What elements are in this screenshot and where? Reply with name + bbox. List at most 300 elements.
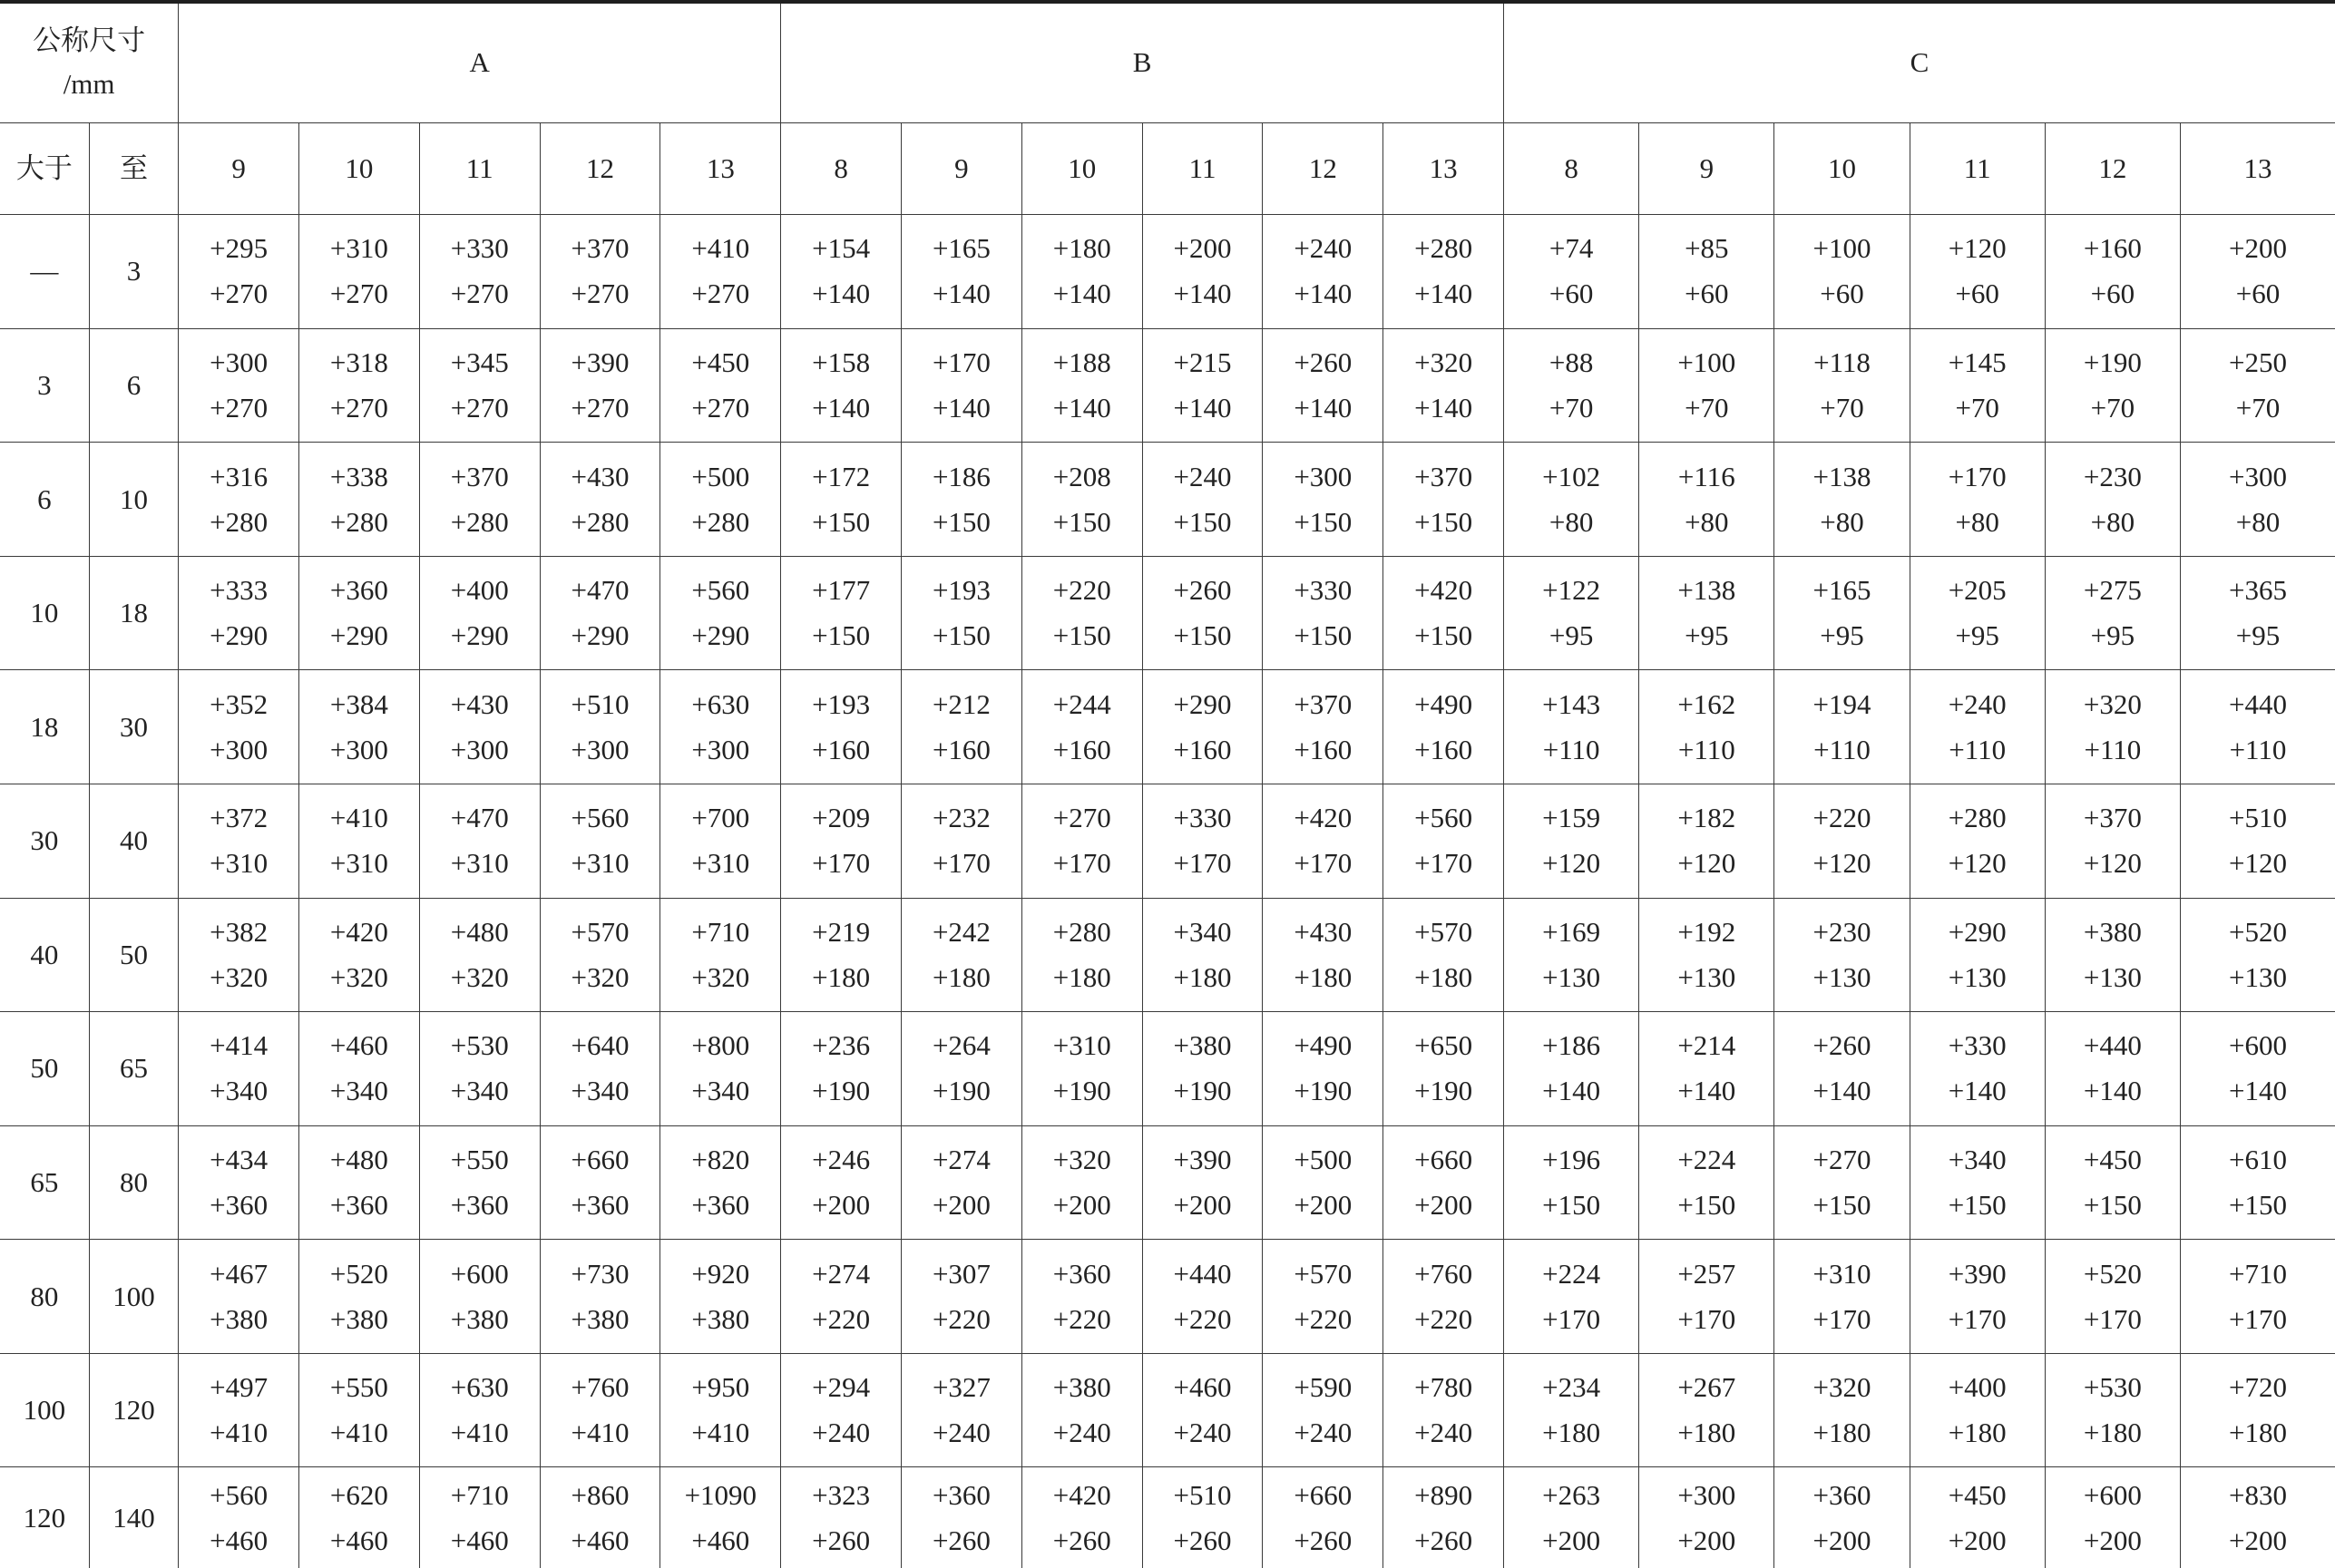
deviation-cell [1639, 215, 1774, 329]
upper-deviation: +430 [1294, 915, 1353, 948]
deviation-cell [1021, 898, 1142, 1012]
lower-deviation: +120 [1542, 847, 1601, 880]
upper-deviation: +370 [571, 232, 630, 265]
size-from-cell: 50 [0, 1012, 89, 1126]
upper-deviation: +193 [932, 574, 991, 607]
upper-deviation: +240 [1173, 460, 1232, 492]
table-row [0, 443, 2335, 557]
upper-deviation: +400 [450, 574, 509, 607]
lower-deviation: +270 [329, 391, 388, 424]
upper-deviation: +610 [2229, 1143, 2287, 1175]
deviation-cell [2180, 328, 2335, 443]
upper-deviation: +530 [450, 1029, 509, 1062]
deviation-cell [1142, 898, 1263, 1012]
upper-deviation: +212 [932, 687, 991, 720]
deviation-cell [1263, 443, 1383, 557]
deviation-cell [2180, 1012, 2335, 1126]
upper-deviation: +232 [932, 802, 991, 834]
lower-deviation: +160 [1173, 733, 1232, 765]
lower-deviation: +120 [2229, 847, 2287, 880]
lower-deviation: +280 [571, 505, 630, 538]
lower-deviation: +200 [1677, 1524, 1736, 1556]
deviation-cell [1021, 1467, 1142, 1568]
lower-deviation: +240 [1173, 1417, 1232, 1449]
deviation-cell [781, 328, 902, 443]
deviation-cell [1021, 1125, 1142, 1240]
deviation-cell [1639, 898, 1774, 1012]
deviation-cell [660, 784, 781, 898]
lower-deviation: +320 [210, 960, 269, 993]
upper-deviation: +310 [1812, 1257, 1871, 1290]
deviation-cell [1910, 1012, 2045, 1126]
lower-deviation: +140 [1542, 1075, 1601, 1107]
lower-deviation: +310 [210, 847, 269, 880]
deviation-cell [540, 1012, 660, 1126]
lower-deviation: +140 [1052, 391, 1111, 424]
lower-deviation: +410 [450, 1417, 509, 1449]
lower-deviation: +140 [1414, 391, 1473, 424]
lower-deviation: +290 [571, 619, 630, 652]
upper-deviation: +224 [1677, 1143, 1736, 1175]
lower-deviation: +180 [1812, 1417, 1871, 1449]
lower-deviation: +260 [1173, 1524, 1232, 1556]
size-to-cell: 3 [89, 215, 178, 329]
size-to-cell: 120 [89, 1353, 178, 1467]
size-from-cell: 80 [0, 1240, 89, 1354]
deviation-cell [1910, 215, 2045, 329]
upper-deviation: +820 [691, 1143, 750, 1175]
upper-deviation: +440 [2229, 687, 2287, 720]
lower-deviation: +95 [1549, 619, 1594, 652]
deviation-cell [1639, 784, 1774, 898]
lower-deviation: +260 [1294, 1524, 1353, 1556]
deviation-cell [419, 784, 540, 898]
upper-deviation: +467 [210, 1257, 269, 1290]
lower-deviation: +140 [932, 278, 991, 310]
deviation-cell [419, 328, 540, 443]
lower-deviation: +310 [329, 847, 388, 880]
upper-deviation: +560 [210, 1478, 269, 1511]
lower-deviation: +180 [812, 960, 871, 993]
deviation-cell [902, 1012, 1022, 1126]
deviation-cell [1774, 443, 1910, 557]
upper-deviation: +710 [691, 915, 750, 948]
deviation-cell [299, 556, 420, 670]
upper-deviation: +710 [450, 1478, 509, 1511]
size-to-cell: 80 [89, 1125, 178, 1240]
lower-deviation: +190 [812, 1075, 871, 1107]
lower-deviation: +300 [329, 733, 388, 765]
upper-deviation: +620 [329, 1478, 388, 1511]
deviation-cell [179, 784, 299, 898]
upper-deviation: +88 [1549, 346, 1594, 378]
size-from-cell: 10 [0, 556, 89, 670]
lower-deviation: +170 [932, 847, 991, 880]
upper-deviation: +470 [450, 802, 509, 834]
deviation-cell [1504, 1467, 1639, 1568]
lower-deviation: +260 [1052, 1524, 1111, 1556]
upper-deviation: +169 [1542, 915, 1601, 948]
lower-deviation: +110 [1677, 733, 1735, 765]
deviation-cell [1504, 443, 1639, 557]
lower-deviation: +280 [450, 505, 509, 538]
lower-deviation: +360 [210, 1188, 269, 1221]
lower-deviation: +80 [2090, 505, 2135, 538]
nominal-size-unit: /mm [63, 68, 115, 101]
upper-deviation: +530 [2083, 1371, 2142, 1404]
deviation-cell [2180, 1125, 2335, 1240]
grade-header: 11 [1142, 122, 1263, 214]
deviation-cell [781, 1125, 902, 1240]
deviation-cell [419, 1240, 540, 1354]
upper-deviation: +550 [450, 1143, 509, 1175]
lower-deviation: +150 [1677, 1188, 1736, 1221]
upper-deviation: +1090 [684, 1478, 757, 1511]
lower-deviation: +150 [1173, 619, 1232, 652]
size-from-cell: 6 [0, 443, 89, 557]
upper-deviation: +263 [1542, 1478, 1601, 1511]
lower-deviation: +95 [1955, 619, 1999, 652]
upper-deviation: +440 [1173, 1257, 1232, 1290]
lower-deviation: +360 [450, 1188, 509, 1221]
lower-deviation: +220 [1052, 1302, 1111, 1335]
lower-deviation: +140 [1294, 278, 1353, 310]
deviation-cell [1142, 215, 1263, 329]
lower-deviation: +150 [812, 619, 871, 652]
deviation-cell [179, 556, 299, 670]
lower-deviation: +200 [1812, 1524, 1871, 1556]
lower-deviation: +190 [932, 1075, 991, 1107]
lower-deviation: +360 [571, 1188, 630, 1221]
upper-deviation: +600 [450, 1257, 509, 1290]
upper-deviation: +338 [329, 460, 388, 492]
lower-deviation: +70 [1549, 391, 1594, 424]
upper-deviation: +143 [1542, 687, 1601, 720]
lower-deviation: +270 [450, 278, 509, 310]
deviation-cell [1639, 1125, 1774, 1240]
deviation-cell [902, 784, 1022, 898]
upper-deviation: +460 [329, 1029, 388, 1062]
lower-deviation: +340 [450, 1075, 509, 1107]
deviation-cell [419, 556, 540, 670]
upper-deviation: +590 [1294, 1371, 1353, 1404]
deviation-cell [1142, 784, 1263, 898]
upper-deviation: +390 [571, 346, 630, 378]
upper-deviation: +122 [1542, 574, 1601, 607]
upper-deviation: +214 [1677, 1029, 1736, 1062]
deviation-cell [1142, 328, 1263, 443]
size-to-cell: 30 [89, 670, 178, 784]
deviation-cell [179, 215, 299, 329]
upper-deviation: +190 [2083, 346, 2142, 378]
lower-deviation: +140 [1677, 1075, 1736, 1107]
deviation-cell [1142, 1012, 1263, 1126]
lower-deviation: +80 [1549, 505, 1594, 538]
nominal-size-title: 公称尺寸 [33, 24, 146, 57]
lower-deviation: +130 [1677, 960, 1736, 993]
lower-deviation: +380 [210, 1302, 269, 1335]
deviation-cell [2180, 215, 2335, 329]
upper-deviation: +510 [571, 687, 630, 720]
lower-deviation: +70 [1955, 391, 1999, 424]
grade-header: 13 [1383, 122, 1504, 214]
upper-deviation: +340 [1948, 1143, 2007, 1175]
grade-header: 10 [1774, 122, 1910, 214]
upper-deviation: +520 [2083, 1257, 2142, 1290]
lower-deviation: +200 [1542, 1524, 1601, 1556]
deviation-cell [540, 784, 660, 898]
deviation-cell [299, 898, 420, 1012]
upper-deviation: +310 [329, 232, 388, 265]
deviation-cell [1263, 328, 1383, 443]
deviation-cell [540, 215, 660, 329]
lower-deviation: +170 [1414, 847, 1473, 880]
deviation-cell [902, 443, 1022, 557]
lower-deviation: +360 [329, 1188, 388, 1221]
lower-deviation: +280 [210, 505, 269, 538]
deviation-cell [179, 1240, 299, 1354]
deviation-cell [2045, 1125, 2180, 1240]
lower-deviation: +180 [1052, 960, 1111, 993]
upper-deviation: +760 [571, 1371, 630, 1404]
lower-deviation: +170 [1052, 847, 1111, 880]
deviation-cell [902, 1125, 1022, 1240]
upper-deviation: +340 [1173, 915, 1232, 948]
upper-deviation: +230 [1812, 915, 1871, 948]
deviation-cell [1910, 898, 2045, 1012]
deviation-cell [660, 898, 781, 1012]
table-row [0, 1012, 2335, 1126]
deviation-cell [1263, 556, 1383, 670]
lower-deviation: +120 [1948, 847, 2007, 880]
table-row [0, 1125, 2335, 1240]
upper-deviation: +180 [1052, 232, 1111, 265]
lower-deviation: +150 [1052, 505, 1111, 538]
deviation-cell [660, 328, 781, 443]
upper-deviation: +330 [1294, 574, 1353, 607]
upper-deviation: +220 [1812, 802, 1871, 834]
deviation-cell [1142, 1125, 1263, 1240]
deviation-cell [299, 1467, 420, 1568]
lower-deviation: +200 [1173, 1188, 1232, 1221]
deviation-cell [179, 328, 299, 443]
upper-deviation: +290 [1948, 915, 2007, 948]
upper-deviation: +219 [812, 915, 871, 948]
deviation-cell [902, 1353, 1022, 1467]
upper-deviation: +170 [1948, 460, 2007, 492]
deviation-cell [1021, 556, 1142, 670]
lower-deviation: +260 [812, 1524, 871, 1556]
deviation-cell [1639, 1353, 1774, 1467]
lower-deviation: +460 [571, 1524, 630, 1556]
upper-deviation: +470 [571, 574, 630, 607]
lower-deviation: +140 [812, 391, 871, 424]
deviation-cell [1910, 443, 2045, 557]
lower-deviation: +270 [450, 391, 509, 424]
upper-deviation: +316 [210, 460, 269, 492]
lower-deviation: +380 [571, 1302, 630, 1335]
deviation-cell [660, 1467, 781, 1568]
deviation-cell [1263, 1353, 1383, 1467]
upper-deviation: +420 [329, 915, 388, 948]
lower-deviation: +200 [2229, 1524, 2287, 1556]
deviation-cell [1774, 215, 1910, 329]
lower-deviation: +340 [691, 1075, 750, 1107]
lower-deviation: +140 [1173, 391, 1232, 424]
lower-deviation: +380 [691, 1302, 750, 1335]
deviation-cell [1504, 1012, 1639, 1126]
upper-deviation: +300 [210, 346, 269, 378]
lower-deviation: +290 [210, 619, 269, 652]
lower-deviation: +280 [329, 505, 388, 538]
upper-deviation: +384 [329, 687, 388, 720]
upper-deviation: +205 [1948, 574, 2007, 607]
upper-deviation: +370 [2083, 802, 2142, 834]
deviation-cell [299, 784, 420, 898]
lower-deviation: +150 [1414, 505, 1473, 538]
lower-deviation: +320 [571, 960, 630, 993]
deviation-cell [1910, 1240, 2045, 1354]
deviation-cell [179, 1125, 299, 1240]
lower-deviation: +190 [1414, 1075, 1473, 1107]
lower-deviation: +460 [329, 1524, 388, 1556]
lower-deviation: +120 [1812, 847, 1871, 880]
upper-deviation: +365 [2229, 574, 2287, 607]
lower-deviation: +460 [691, 1524, 750, 1556]
lower-deviation: +320 [691, 960, 750, 993]
upper-deviation: +380 [1173, 1029, 1232, 1062]
lower-deviation: +150 [1173, 505, 1232, 538]
lower-deviation: +110 [1542, 733, 1600, 765]
lower-deviation: +60 [2235, 278, 2281, 310]
lower-deviation: +130 [2229, 960, 2287, 993]
upper-deviation: +270 [1812, 1143, 1871, 1175]
deviation-cell [660, 1240, 781, 1354]
lower-deviation: +200 [932, 1188, 991, 1221]
deviation-cell [1263, 898, 1383, 1012]
upper-deviation: +560 [571, 802, 630, 834]
lower-deviation: +180 [1173, 960, 1232, 993]
upper-deviation: +920 [691, 1257, 750, 1290]
upper-deviation: +550 [329, 1371, 388, 1404]
upper-deviation: +209 [812, 802, 871, 834]
upper-deviation: +192 [1677, 915, 1736, 948]
deviation-cell [781, 556, 902, 670]
upper-deviation: +290 [1173, 687, 1232, 720]
lower-deviation: +60 [1685, 278, 1729, 310]
deviation-cell [1021, 784, 1142, 898]
upper-deviation: +630 [450, 1371, 509, 1404]
size-from-cell: 120 [0, 1467, 89, 1568]
table-row [0, 1240, 2335, 1354]
upper-deviation: +720 [2229, 1371, 2287, 1404]
upper-deviation: +260 [1812, 1029, 1871, 1062]
upper-deviation: +208 [1052, 460, 1111, 492]
deviation-cell [2045, 1012, 2180, 1126]
upper-deviation: +274 [812, 1257, 871, 1290]
upper-deviation: +410 [329, 802, 388, 834]
upper-deviation: +194 [1812, 687, 1871, 720]
upper-deviation: +267 [1677, 1371, 1736, 1404]
deviation-cell [179, 1012, 299, 1126]
upper-deviation: +74 [1549, 232, 1594, 265]
deviation-cell [1142, 443, 1263, 557]
lower-deviation: +170 [2083, 1302, 2142, 1335]
size-from-cell: 18 [0, 670, 89, 784]
deviation-cell [299, 670, 420, 784]
lower-deviation: +80 [1955, 505, 1999, 538]
deviation-cell [2180, 784, 2335, 898]
lower-deviation: +360 [691, 1188, 750, 1221]
upper-deviation: +497 [210, 1371, 269, 1404]
upper-deviation: +280 [1414, 232, 1473, 265]
upper-deviation: +330 [450, 232, 509, 265]
deviation-cell [2180, 556, 2335, 670]
lower-deviation: +180 [1542, 1417, 1601, 1449]
deviation-cell [1263, 1240, 1383, 1354]
deviation-cell [1021, 1240, 1142, 1354]
lower-deviation: +170 [1812, 1302, 1871, 1335]
lower-deviation: +110 [1949, 733, 2007, 765]
upper-deviation: +102 [1542, 460, 1601, 492]
deviation-cell [299, 1353, 420, 1467]
deviation-cell [902, 670, 1022, 784]
deviation-cell [1021, 1353, 1142, 1467]
upper-deviation: +520 [2229, 915, 2287, 948]
deviation-cell [2045, 1467, 2180, 1568]
deviation-cell [1639, 443, 1774, 557]
table-row [0, 215, 2335, 329]
upper-deviation: +370 [1294, 687, 1353, 720]
upper-deviation: +116 [1677, 460, 1735, 492]
lower-deviation: +290 [691, 619, 750, 652]
deviation-cell [1142, 670, 1263, 784]
upper-deviation: +800 [691, 1029, 750, 1062]
upper-deviation: +188 [1052, 346, 1111, 378]
deviation-cell [2045, 898, 2180, 1012]
upper-deviation: +360 [1812, 1478, 1871, 1511]
deviation-cell [419, 1353, 540, 1467]
lower-deviation: +150 [2083, 1188, 2142, 1221]
deviation-cell [1021, 328, 1142, 443]
lower-deviation: +240 [932, 1417, 991, 1449]
upper-deviation: +430 [450, 687, 509, 720]
lower-deviation: +70 [1685, 391, 1729, 424]
grade-header: 9 [179, 122, 299, 214]
deviation-cell [1504, 328, 1639, 443]
upper-deviation: +145 [1948, 346, 2007, 378]
lower-deviation: +410 [329, 1417, 388, 1449]
upper-deviation: +640 [571, 1029, 630, 1062]
upper-deviation: +186 [1542, 1029, 1601, 1062]
lower-deviation: +270 [210, 278, 269, 310]
deviation-cell [1910, 1125, 2045, 1240]
upper-deviation: +294 [812, 1371, 871, 1404]
upper-deviation: +382 [210, 915, 269, 948]
lower-deviation: +270 [329, 278, 388, 310]
lower-deviation: +410 [210, 1417, 269, 1449]
lower-deviation: +180 [932, 960, 991, 993]
upper-deviation: +352 [210, 687, 269, 720]
size-to-cell: 6 [89, 328, 178, 443]
size-to-cell: 40 [89, 784, 178, 898]
upper-deviation: +360 [329, 574, 388, 607]
deviation-cell [540, 1240, 660, 1354]
lower-deviation: +110 [2084, 733, 2142, 765]
deviation-cell [781, 1240, 902, 1354]
upper-deviation: +215 [1173, 346, 1232, 378]
deviation-cell [2045, 443, 2180, 557]
